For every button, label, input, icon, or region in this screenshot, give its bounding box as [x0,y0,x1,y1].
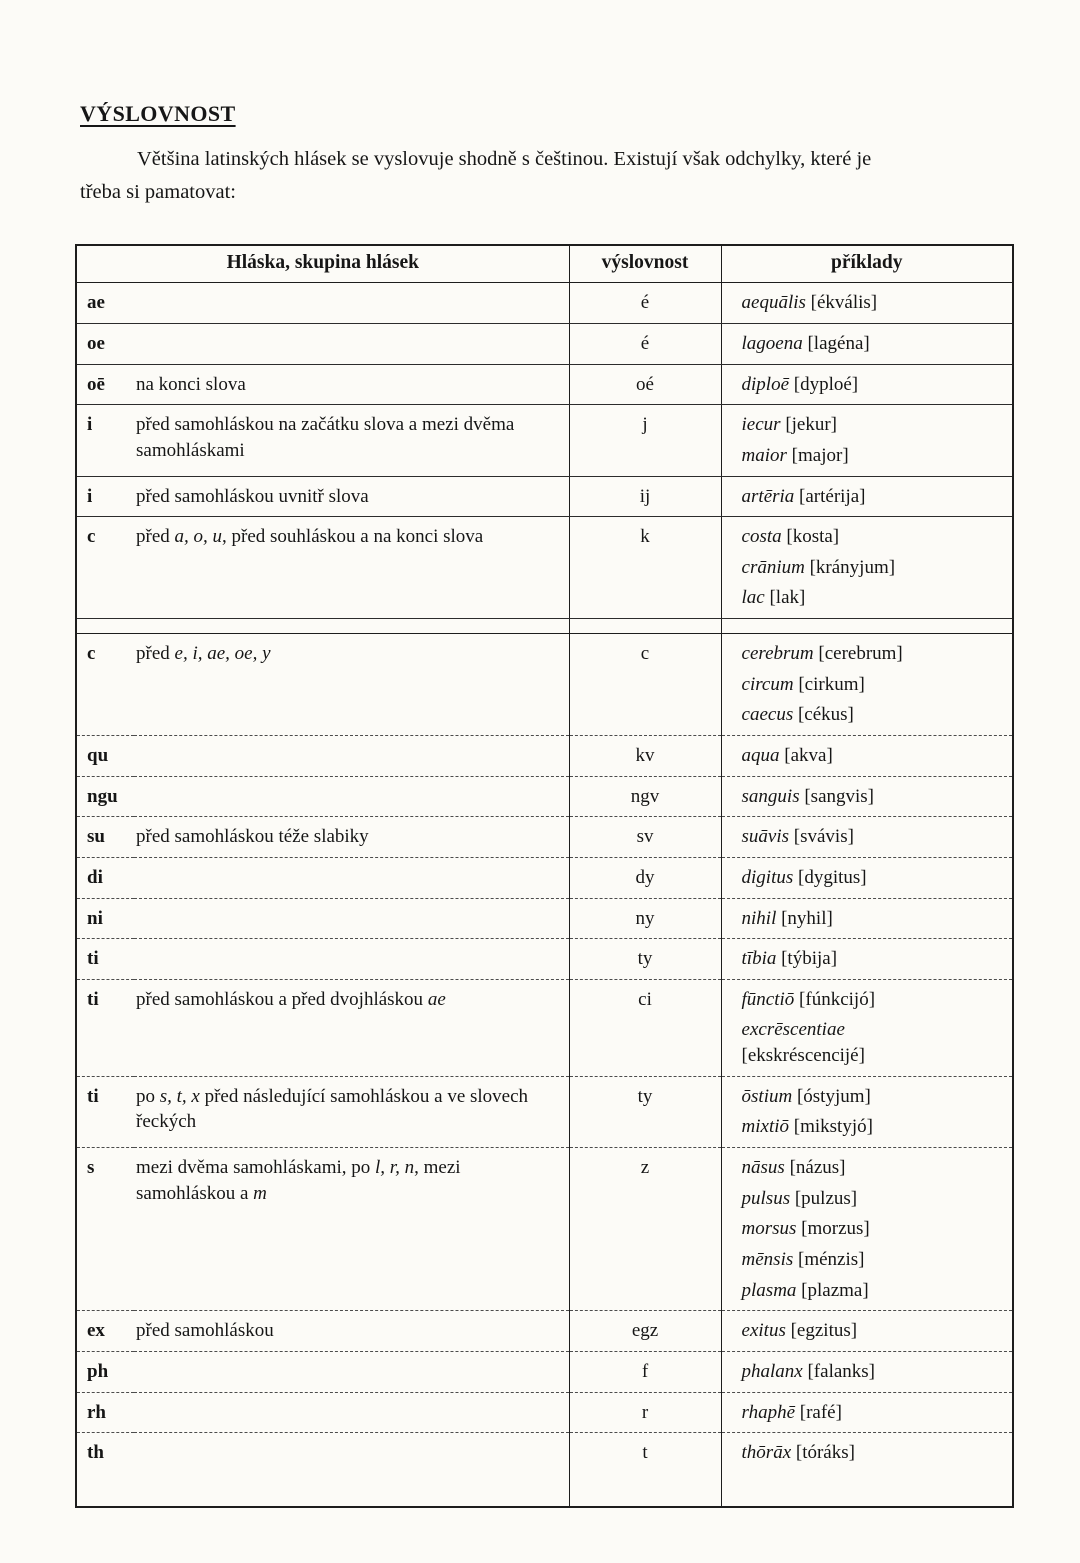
example-line [742,1359,1005,1385]
table-row [76,283,1013,324]
example-pronunciation: [dyploé] [789,373,859,395]
row-letter: th [87,1442,104,1464]
table-row [76,323,1013,364]
row-examples [721,736,1013,777]
example-pronunciation: [svávis] [789,826,854,848]
row-pronunciation: ty [569,1076,721,1147]
row-examples [721,1311,1013,1352]
row-examples [721,857,1013,898]
row-examples [721,1433,1013,1507]
example-latin-word: nihil [741,907,777,929]
header-pronunciation: výslovnost [569,245,721,283]
row-pronunciation: r [569,1392,721,1433]
desc-segment: před samohláskou na začátku slova a mezi dvěma samohláskami [136,414,515,461]
example-latin-word: suāvis [741,826,790,848]
example-pronunciation: [óstyjum] [792,1085,871,1107]
row-description [134,1433,569,1507]
example-pronunciation: [týbija] [776,948,838,970]
table-row [76,1351,1013,1392]
example-line [742,1216,1005,1242]
row-pronunciation: c [569,634,721,736]
row-letter: su [76,817,134,858]
table-section-break [76,619,1013,634]
table-row [76,1076,1013,1147]
row-pronunciation: ci [569,979,721,1076]
row-letter: ph [76,1351,134,1392]
desc-segment: mezi dvěma samohláskami, po [136,1157,376,1179]
example-latin-word: aequālis [741,292,806,314]
example-latin-word: iecur [741,414,781,436]
desc-segment: před samohláskou [136,1320,274,1342]
example-line [742,331,1005,357]
example-pronunciation: [egzitus] [785,1320,858,1342]
row-letter: oe [76,323,134,364]
pronunciation-table [75,244,1014,1508]
row-pronunciation: kv [569,736,721,777]
desc-segment: na konci slova [136,373,246,395]
row-description [134,776,569,817]
example-latin-word: artēria [741,485,795,507]
example-line [742,1440,1005,1466]
table-row [76,776,1013,817]
example-latin-word: sanguis [741,785,800,807]
row-letter: rh [76,1392,134,1433]
row-letter: ti [76,939,134,980]
example-line [742,443,1005,469]
example-pronunciation: [mikstyjó] [789,1116,873,1138]
example-latin-word: caecus [741,704,794,726]
row-letter: ngu [76,776,134,817]
intro-line: třeba si pamatovat: [80,181,236,204]
example-latin-word: fūnctiō [741,988,795,1010]
section-break-cell [569,619,721,634]
row-examples [721,1076,1013,1147]
desc-italic-segment: a, o, u [174,526,223,548]
table-row [76,979,1013,1076]
example-latin-word: morsus [741,1218,797,1240]
header-sound-group: Hláska, skupina hlásek [76,245,569,283]
row-pronunciation: dy [569,857,721,898]
example-line [742,555,1005,581]
example-latin-word: costa [741,526,782,548]
row-letter: ni [76,898,134,939]
row-letter: di [76,857,134,898]
table-row [76,1392,1013,1433]
example-latin-word: circum [741,673,794,695]
table-row [76,736,1013,777]
row-description [134,1392,569,1433]
example-latin-word: ōstium [741,1085,793,1107]
example-line [742,824,1005,850]
row-pronunciation: ij [569,476,721,517]
example-line [742,1400,1005,1426]
row-description [134,736,569,777]
table-header-row [76,245,1013,283]
row-letter: i [76,476,134,517]
example-pronunciation: [sangvis] [799,785,874,807]
row-examples [721,1392,1013,1433]
row-examples [721,517,1013,619]
table-row [76,634,1013,736]
desc-segment: před samohláskou a před dvojhláskou [136,988,428,1010]
desc-italic-segment: l, r, n [375,1157,415,1179]
example-latin-word: lac [741,587,765,609]
table-row [76,857,1013,898]
row-letter: i [76,405,134,476]
example-latin-word: thōrāx [741,1442,792,1464]
row-description [134,476,569,517]
row-letter: c [76,634,134,736]
desc-italic-segment: e, i, ae, oe, y [174,643,271,665]
example-pronunciation: [major] [786,444,849,466]
row-description [134,364,569,405]
desc-segment: před samohláskou uvnitř slova [136,485,369,507]
example-pronunciation: [ékvális] [805,292,878,314]
example-line [742,1278,1005,1304]
row-examples [721,283,1013,324]
row-description [134,283,569,324]
table-row [76,364,1013,405]
row-examples [721,364,1013,405]
example-line [742,524,1005,550]
example-latin-word: tībia [741,948,777,970]
desc-segment: před následující samohláskou a ve slovech řeckých [136,1085,529,1133]
intro-line: Většina latinských hlásek se vyslovuje shodně s češtinou. Existují však odchylky, které je [137,148,872,170]
desc-segment: po [136,1085,160,1107]
table-row [76,1433,1013,1507]
table-row [76,939,1013,980]
example-latin-word: pulsus [741,1187,791,1209]
row-pronunciation: ny [569,898,721,939]
row-letter: ex [76,1311,134,1352]
example-latin-word: aqua [741,745,780,766]
row-letter: s [76,1148,134,1311]
row-examples [721,898,1013,939]
example-latin-word: crānium [741,556,805,578]
row-pronunciation: f [569,1351,721,1392]
example-pronunciation: [plazma] [796,1279,869,1301]
example-latin-word: excrēscentiae [741,1019,845,1041]
row-description [134,979,569,1076]
row-examples [721,1351,1013,1392]
row-description [134,323,569,364]
row-description [134,857,569,898]
row-examples [721,979,1013,1076]
example-pronunciation: [dygitus] [793,866,867,888]
example-pronunciation: [lak] [764,587,806,609]
row-pronunciation: é [569,283,721,324]
example-pronunciation: [cerebrum] [813,643,903,665]
row-pronunciation: k [569,517,721,619]
example-line [742,946,1005,972]
example-latin-word: cerebrum [741,643,814,665]
example-latin-word: plasma [741,1279,797,1301]
example-line [742,1114,1005,1140]
page-title: VÝSLOVNOST [80,100,236,126]
pronunciation-table-wrapper [75,244,1014,1508]
section-break-cell [721,619,1013,634]
example-line [742,1318,1005,1344]
desc-segment: před samohláskou téže slabiky [136,826,369,848]
example-line [742,702,1005,728]
example-pronunciation: [artérija] [794,485,866,507]
example-line [742,1247,1005,1273]
row-pronunciation: ty [569,939,721,980]
row-examples [721,634,1013,736]
row-pronunciation: t [569,1433,721,1507]
row-examples [721,776,1013,817]
row-letter: oē [76,364,134,405]
row-letter: ti [76,1076,134,1147]
table-row [76,1311,1013,1352]
row-description [134,1148,569,1311]
example-line [742,987,1005,1013]
example-line [742,1155,1005,1181]
example-pronunciation: [názus] [784,1157,846,1179]
row-pronunciation: egz [569,1311,721,1352]
example-latin-word: mēnsis [741,1248,794,1270]
row-pronunciation: ngv [569,776,721,817]
row-description [134,1311,569,1352]
row-description [134,634,569,736]
desc-segment: , mezi samohláskou a [136,1157,461,1204]
pronunciation-table-body [76,283,1013,1507]
row-pronunciation: é [569,323,721,364]
row-pronunciation: sv [569,817,721,858]
example-pronunciation: [rafé] [795,1401,842,1423]
table-row [76,476,1013,517]
table-row [76,405,1013,476]
example-line [742,1084,1005,1110]
row-examples [721,476,1013,517]
example-line [742,743,1005,769]
row-description [134,898,569,939]
example-pronunciation: [cékus] [793,704,854,726]
example-latin-word: digitus [741,866,794,888]
row-examples [721,405,1013,476]
header-examples: příklady [721,245,1013,283]
example-line [742,641,1005,667]
example-line [742,585,1005,611]
example-line [742,372,1005,398]
row-pronunciation: j [569,405,721,476]
row-examples [721,1148,1013,1311]
row-description [134,817,569,858]
example-line [742,290,1005,316]
example-pronunciation: [lagéna] [802,332,870,354]
example-line [742,784,1005,810]
example-line [742,412,1005,438]
row-description [134,1076,569,1147]
desc-segment: před [136,526,175,548]
row-examples [721,939,1013,980]
example-pronunciation: [krányjum] [804,556,896,578]
desc-italic-segment: m [253,1182,267,1204]
row-letter: ae [76,283,134,324]
example-latin-word: phalanx [741,1360,803,1382]
example-pronunciation: [kosta] [781,526,840,548]
example-pronunciation: [ménzis] [793,1248,865,1270]
example-line [742,672,1005,698]
example-pronunciation: [morzus] [796,1218,870,1240]
table-row [76,1148,1013,1311]
table-header [76,245,1013,283]
row-letter: ti [76,979,134,1076]
row-description [134,939,569,980]
row-description [134,405,569,476]
desc-segment: , před souhláskou a na konci slova [222,526,484,548]
example-line [742,1017,1005,1068]
example-latin-word: nāsus [741,1157,785,1179]
row-examples [721,323,1013,364]
example-pronunciation: [pulzus] [790,1187,858,1209]
example-pronunciation: [jekur] [780,414,838,436]
table-row [76,817,1013,858]
example-line [742,484,1005,510]
example-latin-word: mixtiō [741,1116,790,1138]
row-letter: c [76,517,134,619]
desc-segment: před [136,643,175,665]
desc-italic-segment: s, t, x [159,1085,200,1107]
table-row [76,898,1013,939]
row-pronunciation: oé [569,364,721,405]
desc-italic-segment: ae [427,988,446,1010]
example-pronunciation: [tóráks] [791,1442,855,1464]
row-pronunciation: z [569,1148,721,1311]
example-pronunciation: [akva] [779,745,833,766]
example-pronunciation: [fúnkcijó] [794,988,876,1010]
row-examples [721,817,1013,858]
example-pronunciation: [ekskréscencijé] [741,1045,865,1067]
intro-paragraph [80,143,1020,209]
example-line [742,865,1005,891]
example-pronunciation: [cirkum] [793,673,865,695]
example-latin-word: rhaphē [741,1401,795,1423]
table-row [76,517,1013,619]
example-line [742,1186,1005,1212]
example-latin-word: diploē [741,373,790,395]
example-pronunciation: [nyhil] [776,907,833,929]
example-latin-word: maior [741,444,787,466]
row-description [134,1351,569,1392]
example-latin-word: exitus [741,1320,786,1342]
example-line [742,906,1005,932]
row-description [134,517,569,619]
example-latin-word: lagoena [741,332,803,354]
example-pronunciation: [falanks] [802,1360,876,1382]
section-break-cell [76,619,569,634]
row-letter: qu [76,736,134,777]
